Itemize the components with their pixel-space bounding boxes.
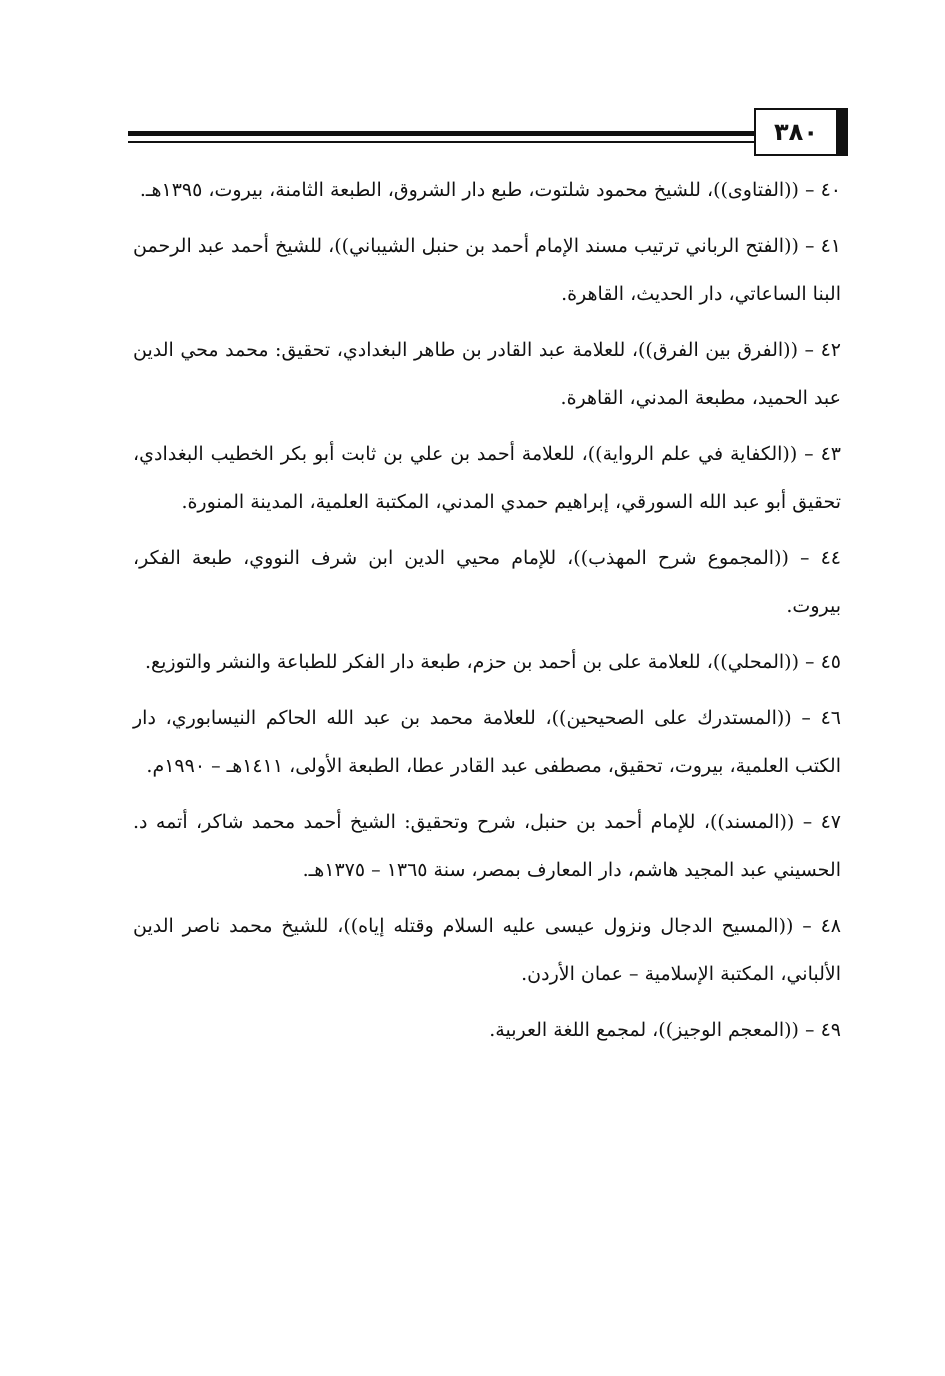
header-rule-thick [128,131,754,136]
bibliography-entry [133,166,841,214]
page-header [128,108,848,156]
entry-number: ٤٠ – [798,179,841,201]
entry-text: ((المحلي))، للعلامة على بن أحمد بن حزم، طبعة دار الفكر للطباعة والنشر والتوزيع. [144,651,799,673]
entry-text: ((المسند))، للإمام أحمد بن حنبل، شرح وتحقيق: الشيخ أحمد محمد شاكر، أتمه د. الحسيني عبد المجيد هاشم، دار المعارف بمصر، سنة ١٣٦٥ – ١٣٧٥هـ. [133,811,841,881]
entry-number: ٤٦ – [791,707,841,729]
entry-number: ٤٥ – [798,651,841,673]
page-number: ٣٨٠ [754,108,848,156]
entry-text: ((المستدرك على الصحيحين))، للعلامة محمد بن عبد الله الحاكم النيسابوري، دار الكتب العلمية، بيروت، تحقيق، مصطفى عبد القادر عطا، الطبعة الأولى، ١٤١١هـ – ١٩٩٠م. [133,707,841,777]
bibliography-entry [133,326,841,422]
bibliography-entry [133,798,841,894]
entry-number: ٤٩ – [798,1019,841,1041]
bibliography-entry [133,534,841,630]
bibliography-entry [133,430,841,526]
entry-text: ((المعجم الوجيز))، لمجمع اللغة العربية. [489,1019,799,1041]
bibliography-entry [133,222,841,318]
entry-number: ٤٨ – [793,915,841,937]
bibliography-entry [133,1006,841,1054]
bibliography-entry [133,694,841,790]
entry-text: ((الكفاية في علم الرواية))، للعلامة أحمد بن علي بن ثابت أبو بكر الخطيب البغدادي، تحقيق أبو عبد الله السورقي، إبراهيم حمدي المدني، المكتبة العلمية، المدينة المنورة. [133,443,841,513]
entry-number: ٤٧ – [794,811,841,833]
entry-number: ٤٣ – [797,443,841,465]
bibliography-list [133,166,841,1062]
entry-number: ٤٤ – [788,547,841,569]
entry-text: ((الفتاوى))، للشيخ محمود شلتوت، طبع دار الشروق، الطبعة الثامنة، بيروت، ١٣٩٥هـ. [139,179,799,201]
entry-text: ((المجموع شرح المهذب))، للإمام محيي الدين ابن شرف النووي، طبعة الفكر، بيروت. [133,547,841,617]
bibliography-entry [133,638,841,686]
entry-number: ٤٢ – [798,339,841,361]
entry-text: ((الفرق بين الفرق))، للعلامة عبد القادر بن طاهر البغدادي، تحقيق: محمد محي الدين عبد الحميد، مطبعة المدني، القاهرة. [133,339,841,409]
header-rule-thin [128,141,754,143]
entry-text: ((المسيح الدجال ونزول عيسى عليه السلام وقتله إياه))، للشيخ محمد ناصر الدين الألباني، المكتبة الإسلامية – عمان الأردن. [133,915,841,985]
entry-number: ٤١ – [798,235,841,257]
entry-text: ((الفتح الرباني ترتيب مسند الإمام أحمد بن حنبل الشيباني))، للشيخ أحمد عبد الرحمن البنا الساعاتي، دار الحديث، القاهرة. [133,235,841,305]
bibliography-entry [133,902,841,998]
